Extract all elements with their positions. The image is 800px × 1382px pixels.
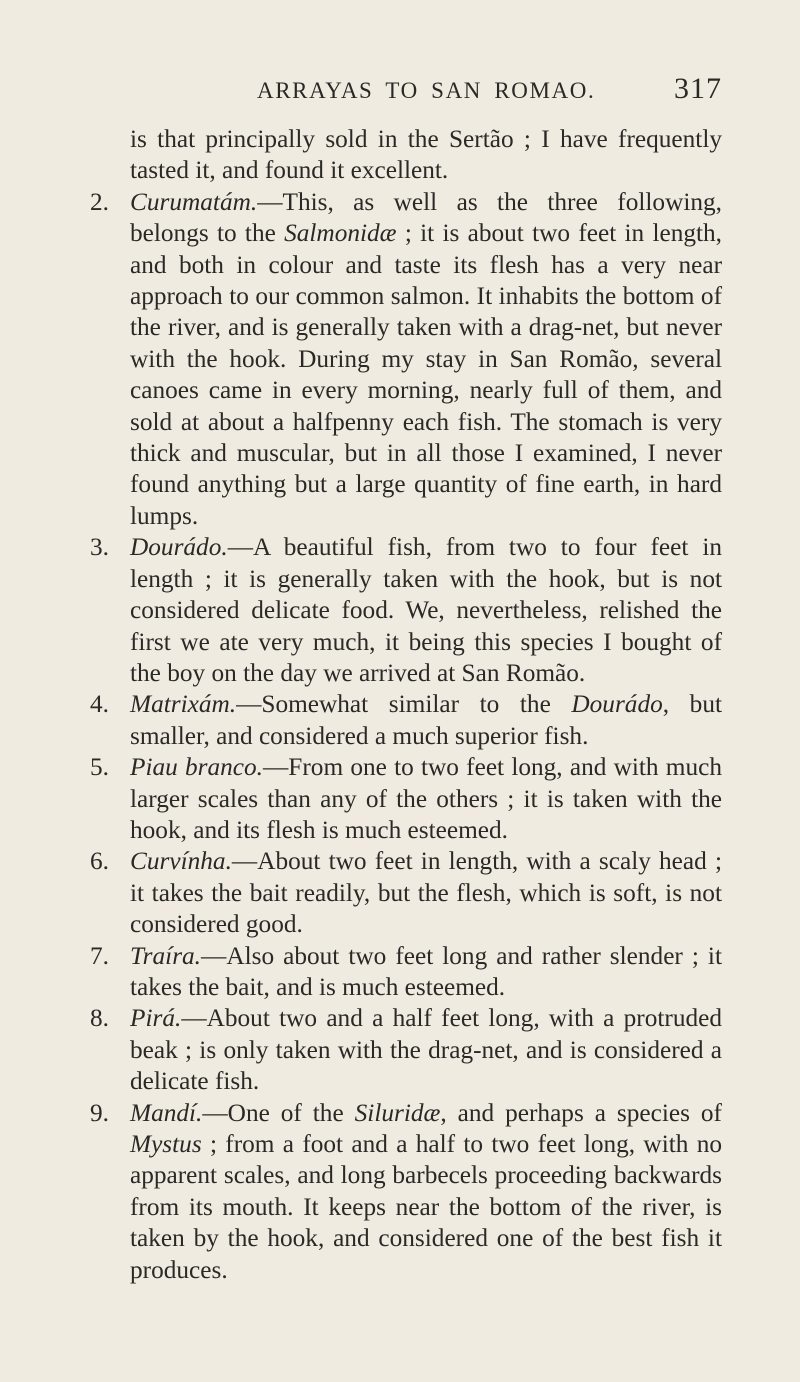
entry-text: —Somewhat similar to the <box>236 690 572 719</box>
fish-name: Piau branco. <box>130 753 263 782</box>
fish-entry <box>92 1098 722 1286</box>
italic-term: Mystus <box>130 1130 202 1158</box>
entry-text: —About two feet in length, with a scaly head ; it takes the bait readily, but the flesh, which is soft, is not considered good. <box>130 847 722 939</box>
fish-name: Curvínha. <box>130 847 232 876</box>
fish-name: Curumatám. <box>130 187 258 216</box>
entry-number: 2. <box>90 187 109 216</box>
body-text <box>92 124 722 1286</box>
italic-term: Siluridæ <box>354 1098 441 1127</box>
entry-number: 6. <box>90 847 109 876</box>
italic-term: Salmonidæ <box>284 219 397 248</box>
fish-entry <box>92 187 722 532</box>
entry-number: 8. <box>90 1004 109 1033</box>
entry-text: ; from a foot and a half to two feet long, with no apparent scales, and long barbecels proceeding backwards from its mouth. It keeps near the bottom of the river, is taken by the hook, and considered one of the best fish it produces. <box>130 1130 722 1284</box>
fish-name: Matrixám. <box>130 690 237 719</box>
fish-entry <box>92 941 722 1004</box>
fish-entry <box>92 752 722 846</box>
entry-number: 9. <box>90 1098 109 1127</box>
running-head <box>92 72 722 118</box>
entry-text: —A beautiful fish, from two to four feet in length ; it is generally taken with the hook, but is not considered delicate food. We, nevertheless, relished the first we ate very much, it being this species I bought of the boy on the day we arrived at San Romão. <box>130 533 722 687</box>
entry-number: 3. <box>90 533 109 562</box>
entry-text: —From one to two feet long, and with much larger scales than any of the others ; it is taken with the hook, and its flesh is much esteemed. <box>130 753 722 844</box>
fish-entry-list <box>92 187 722 1286</box>
italic-term: Dourádo <box>571 690 663 719</box>
entry-text: ; it is about two feet in length, and both in colour and taste its flesh has a very near approach to our common salmon. It inhabits the bottom of the river, and is generally taken with a drag-net, but never with the hook. During my stay in San Romão, several canoes came in every morning, nearly full of them, and sold at about a halfpenny each fish. The stomach is very thick and muscular, but in all those I examined, I never found anything but a large quantity of fine earth, in hard lumps. <box>130 219 723 530</box>
entry-text: —About two and a half feet long, with a protruded beak ; is only taken with the drag-net, and is considered a delicate fish. <box>130 1004 722 1096</box>
fish-entry <box>92 689 722 752</box>
fish-entry <box>92 1003 722 1097</box>
page-number: 317 <box>674 72 722 105</box>
entry-number: 7. <box>90 941 109 970</box>
entry-text: , but smaller, and considered a much superior fish. <box>130 690 722 750</box>
entry-text: —One of the <box>202 1098 355 1127</box>
entry-text: , and perhaps a species of <box>440 1098 722 1127</box>
entry-text: —Also about two feet long and rather slender ; it takes the bait, and is much esteemed. <box>130 941 722 1001</box>
fish-entry <box>92 846 722 940</box>
entry-text: —This, as well as the three following, belongs to the <box>130 187 722 248</box>
fish-name: Mandí. <box>130 1098 203 1127</box>
book-page <box>0 72 800 1382</box>
fish-entry <box>92 532 722 689</box>
fish-name: Pirá. <box>130 1004 182 1033</box>
fish-name: Dourádo. <box>130 533 228 562</box>
fish-name: Traíra. <box>130 941 202 970</box>
continuation-paragraph: is that principally sold in the Sertão ; I have frequently tasted it, and found it excellent. <box>130 125 722 185</box>
running-title: ARRAYAS TO SAN ROMAO. <box>257 78 596 103</box>
entry-number: 4. <box>90 690 109 719</box>
entry-number: 5. <box>90 753 109 782</box>
